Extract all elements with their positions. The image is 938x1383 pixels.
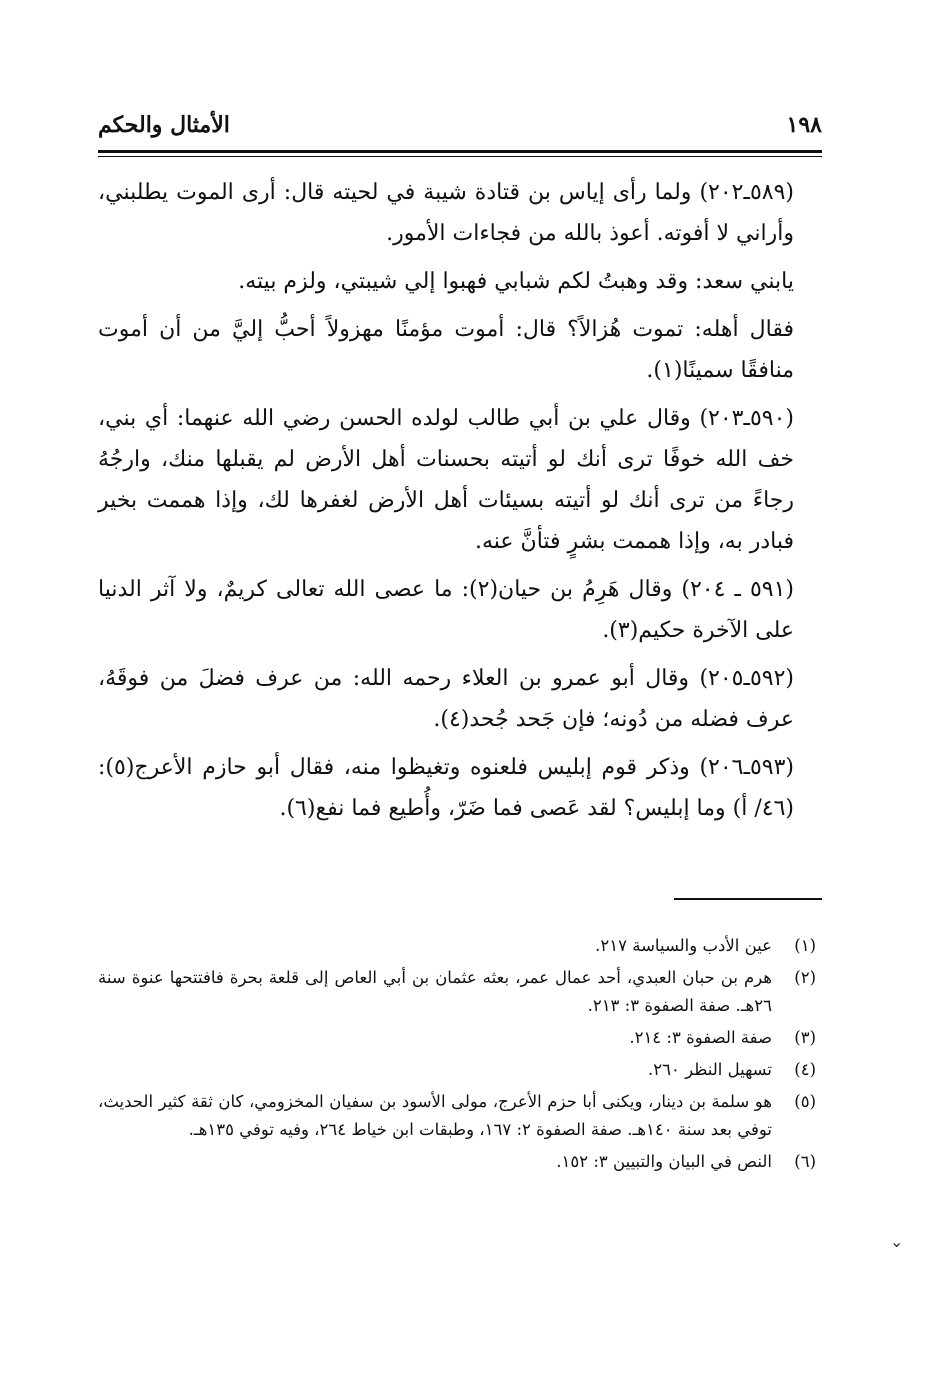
- paragraph-592: (٥٩٢ـ٢٠٥) وقال أبو عمرو بن العلاء رحمه الله: من عرف فضلَ من فوقَهُ، عرف فضله من دُونه؛ فإن جَحد جُحد(٤).: [98, 666, 794, 732]
- footnote-text: هو سلمة بن دينار، ويكنى أبا حزم الأعرج، مولى الأسود بن سفيان المخزومي، كان ثقة كثير الحديث، توفي بعد سنة ١٤٠هـ. صفة الصفوة ٢: ١٦٧، وطبقات ابن خياط ٢٦٤، وفيه توفي ١٣٥هـ.: [98, 1092, 772, 1139]
- footnote-text: النص في البيان والتبيين ٣: ١٥٢.: [556, 1152, 772, 1171]
- paragraph-590: (٥٩٠ـ٢٠٣) وقال علي بن أبي طالب لولده الحسن رضي الله عنهما: أي بني، خف الله خوفًا ترى أنك لو أتيته بحسنات أهل الأرض لم يقبلها منك، وارجُهُ رجاءً من ترى أنك لو أتيته بسيئات أهل الأرض لغفرها لك، وإذا هممت بخير فبادر به، وإذا هممت بشرٍ فتأنَّ عنه.: [98, 406, 794, 554]
- page-header: [98, 104, 822, 144]
- footnote-text: تسهيل النظر ٢٦٠.: [648, 1060, 772, 1079]
- footnotes: [98, 932, 816, 1180]
- footnote-separator: [674, 898, 822, 900]
- paragraph-589: (٥٨٩ـ٢٠٢) ولما رأى إياس بن قتادة شيبة في لحيته قال: أرى الموت يطلبني، وأراني لا أفوته. أعوذ بالله من فجاءات الأمور.: [98, 180, 794, 246]
- paragraph-589-reply: فقال أهله: تموت هُزالاً؟ قال: أموت مؤمنًا مهزولاً أحبُّ إليَّ من أن أموت منافقًا سمينًا(١).: [98, 317, 794, 383]
- page-number: ١٩٨: [786, 112, 822, 138]
- footnote-1: [98, 932, 816, 960]
- header-rule-thin: [98, 156, 822, 157]
- paragraph-593: (٥٩٣ـ٢٠٦) وذكر قوم إبليس فلعنوه وتغيظوا منه، فقال أبو حازم الأعرج(٥): (٤٦/ أ) وما إبليس؟ لقد عَصى فما ضَرّ، وأُطيع فما نفع(٦).: [98, 755, 794, 821]
- footnote-text: عين الأدب والسياسة ٢١٧.: [595, 936, 772, 955]
- footnote-5: [98, 1088, 816, 1144]
- footnote-number: (٢): [794, 968, 816, 987]
- footnote-number: (٤): [794, 1060, 816, 1079]
- footnote-text: صفة الصفوة ٣: ٢١٤.: [629, 1028, 772, 1047]
- footnote-number: (٥): [794, 1092, 816, 1111]
- footnote-text: هرم بن حبان العبدي، أحد عمال عمر، بعثه عثمان بن أبي العاص إلى قلعة بحرة فافتتحها عنوة سنة ٢٦هـ. صفة الصفوة ٣: ٢١٣.: [98, 968, 772, 1015]
- footnote-number: (٣): [794, 1028, 816, 1047]
- paragraph-589-verse: يابني سعد: وقد وهبتُ لكم شبابي فهبوا إلي شيبتي، ولزم بيته.: [238, 269, 794, 294]
- corner-mark-icon: ⌄: [890, 1232, 904, 1251]
- paragraph-591: (٥٩١ ـ ٢٠٤) وقال هَرِمُ بن حيان(٢): ما عصى الله تعالى كريمٌ، ولا آثر الدنيا على الآخرة حكيم(٣).: [98, 577, 795, 643]
- footnote-4: [98, 1056, 816, 1084]
- footnote-2: [98, 964, 816, 1020]
- footnote-3: [98, 1024, 816, 1052]
- footnote-number: (١): [794, 936, 816, 955]
- footnote-6: [98, 1148, 816, 1176]
- main-text: [98, 172, 822, 836]
- running-title: الأمثال والحكم: [98, 112, 230, 138]
- footnote-number: (٦): [794, 1152, 816, 1171]
- header-rule-thick: [98, 150, 822, 153]
